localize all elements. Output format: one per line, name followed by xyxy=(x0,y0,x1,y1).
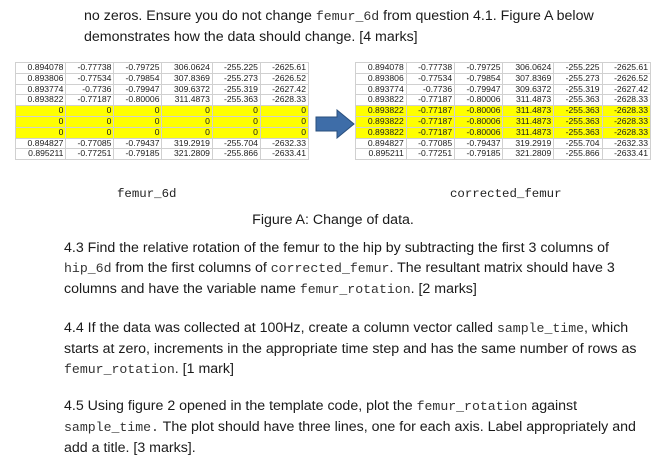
table-cell: -0.77187 xyxy=(406,106,454,117)
table-cell: -0.80006 xyxy=(455,95,503,106)
table-cell: -0.79185 xyxy=(455,149,503,160)
table-row xyxy=(356,63,651,74)
table-cell: 0.894078 xyxy=(16,63,66,74)
table-cell: -2628.33 xyxy=(602,116,650,127)
table-cell: -255.225 xyxy=(554,63,602,74)
table-cell: 319.2919 xyxy=(503,138,554,149)
table-cell: -255.225 xyxy=(212,63,260,74)
table-cell: 0.894827 xyxy=(16,138,66,149)
table-row xyxy=(16,63,309,74)
corrected-femur-label: corrected_femur xyxy=(450,187,562,201)
table-cell: 0.893822 xyxy=(356,106,407,117)
table-row xyxy=(356,106,651,117)
table-cell: -2627.42 xyxy=(602,84,650,95)
table-cell: 0 xyxy=(66,127,114,138)
table-cell: -0.80006 xyxy=(455,106,503,117)
table-cell: 0.893806 xyxy=(356,73,407,84)
table-row xyxy=(356,149,651,160)
corrected-femur-table xyxy=(355,62,651,160)
table-row xyxy=(16,127,309,138)
question-4-4: 4.4 If the data was collected at 100Hz, create a column vector called sample_time, which starts at zero, increments in the appropriate time step and has the same number of rows as femur_rotation. [1 mark] xyxy=(64,320,637,377)
table-cell: 0.893822 xyxy=(16,95,66,106)
table-cell: -2625.61 xyxy=(260,63,308,74)
table-cell: 0 xyxy=(16,106,66,117)
table-cell: 0.893822 xyxy=(356,95,407,106)
table-cell: -255.363 xyxy=(554,116,602,127)
table-cell: -2628.33 xyxy=(260,95,308,106)
table-row xyxy=(16,149,309,160)
table-cell: -0.77738 xyxy=(66,63,114,74)
table-cell: -255.319 xyxy=(212,84,260,95)
question-4-5: 4.5 Using figure 2 opened in the template code, plot the femur_rotation against sample_time. The plot should have three lines, one for each axis. Label appropriately and add a title. [3 marks]. xyxy=(64,398,636,456)
table-row xyxy=(356,138,651,149)
table-cell: 0 xyxy=(162,116,212,127)
femur-6d-label: femur_6d xyxy=(117,187,177,201)
table-cell: 0 xyxy=(212,127,260,138)
table-cell: -0.79725 xyxy=(455,63,503,74)
table-cell: -0.80006 xyxy=(455,116,503,127)
table-cell: -0.77187 xyxy=(66,95,114,106)
table-cell: -2627.42 xyxy=(260,84,308,95)
table-cell: 0.894827 xyxy=(356,138,407,149)
table-cell: 319.2919 xyxy=(162,138,212,149)
table-cell: 0 xyxy=(114,116,162,127)
table-cell: 307.8369 xyxy=(503,73,554,84)
table-row xyxy=(356,95,651,106)
table-cell: -0.77534 xyxy=(66,73,114,84)
table-cell: -255.866 xyxy=(554,149,602,160)
table-row xyxy=(356,73,651,84)
table-row xyxy=(356,84,651,95)
table-cell: 0.895211 xyxy=(16,149,66,160)
table-cell: -255.363 xyxy=(212,95,260,106)
table-cell: -2632.33 xyxy=(260,138,308,149)
table-cell: -0.7736 xyxy=(406,84,454,95)
table-cell: -0.77085 xyxy=(66,138,114,149)
table-cell: 0 xyxy=(114,127,162,138)
table-cell: -255.704 xyxy=(212,138,260,149)
table-cell: 0.893774 xyxy=(16,84,66,95)
table-cell: -0.77251 xyxy=(406,149,454,160)
table-cell: -0.77534 xyxy=(406,73,454,84)
table-cell: 306.0624 xyxy=(162,63,212,74)
table-cell: 0.893822 xyxy=(356,116,407,127)
table-cell: 0.893774 xyxy=(356,84,407,95)
table-cell: 321.2809 xyxy=(162,149,212,160)
table-cell: 0 xyxy=(212,106,260,117)
table-cell: -2633.41 xyxy=(260,149,308,160)
table-cell: -0.77738 xyxy=(406,63,454,74)
intro-paragraph: no zeros. Ensure you do not change femur_6d from question 4.1. Figure A below demonstrates how the data should change. [4 marks] xyxy=(84,8,594,45)
table-cell: -2628.33 xyxy=(602,106,650,117)
table-cell: -0.7736 xyxy=(66,84,114,95)
table-cell: 0.893822 xyxy=(356,127,407,138)
figure-caption: Figure A: Change of data. xyxy=(252,212,414,228)
table-cell: 311.4873 xyxy=(503,116,554,127)
table-row xyxy=(16,138,309,149)
question-4-3: 4.3 Find the relative rotation of the femur to the hip by subtracting the first 3 columns of hip_6d from the first columns of corrected_femur. The resultant matrix should have 3 columns and have the variable name femur_rotation. [2 marks] xyxy=(64,240,615,297)
table-cell: -0.77187 xyxy=(406,127,454,138)
table-cell: -2632.33 xyxy=(602,138,650,149)
table-row xyxy=(356,116,651,127)
table-cell: -2628.33 xyxy=(602,95,650,106)
table-cell: 0 xyxy=(260,127,308,138)
table-row xyxy=(16,73,309,84)
table-cell: 309.6372 xyxy=(162,84,212,95)
table-cell: -0.77187 xyxy=(406,116,454,127)
table-cell: 311.4873 xyxy=(503,127,554,138)
table-cell: -255.273 xyxy=(554,73,602,84)
table-cell: -2626.52 xyxy=(602,73,650,84)
table-row xyxy=(356,127,651,138)
table-cell: 0 xyxy=(66,116,114,127)
table-cell: 0.895211 xyxy=(356,149,407,160)
table-cell: 311.4873 xyxy=(162,95,212,106)
table-cell: -2625.61 xyxy=(602,63,650,74)
femur-6d-table xyxy=(15,62,309,160)
table-cell: 0 xyxy=(16,127,66,138)
table-cell: -0.79437 xyxy=(455,138,503,149)
table-cell: -0.77251 xyxy=(66,149,114,160)
table-cell: -0.79854 xyxy=(114,73,162,84)
table-cell: 0 xyxy=(162,127,212,138)
table-cell: 309.6372 xyxy=(503,84,554,95)
table-row xyxy=(16,95,309,106)
table-row xyxy=(16,116,309,127)
table-cell: 0 xyxy=(260,116,308,127)
code-femur-6d: femur_6d xyxy=(315,9,380,24)
table-cell: 0 xyxy=(162,106,212,117)
table-cell: -0.79947 xyxy=(114,84,162,95)
table-cell: 0.894078 xyxy=(356,63,407,74)
right-arrow-icon xyxy=(315,109,355,139)
table-cell: 0 xyxy=(114,106,162,117)
table-cell: -0.79437 xyxy=(114,138,162,149)
table-cell: -0.79947 xyxy=(455,84,503,95)
table-cell: 0 xyxy=(16,116,66,127)
table-cell: 0 xyxy=(212,116,260,127)
table-cell: 0 xyxy=(260,106,308,117)
table-cell: 311.4873 xyxy=(503,106,554,117)
table-cell: -255.363 xyxy=(554,106,602,117)
table-cell: -0.79725 xyxy=(114,63,162,74)
table-cell: 307.8369 xyxy=(162,73,212,84)
table-cell: -2628.33 xyxy=(602,127,650,138)
table-row xyxy=(16,84,309,95)
table-cell: 0 xyxy=(66,106,114,117)
table-cell: -255.704 xyxy=(554,138,602,149)
table-cell: -0.77085 xyxy=(406,138,454,149)
table-cell: -0.79185 xyxy=(114,149,162,160)
table-cell: 0.893806 xyxy=(16,73,66,84)
table-cell: -2626.52 xyxy=(260,73,308,84)
table-cell: -0.79854 xyxy=(455,73,503,84)
table-cell: 306.0624 xyxy=(503,63,554,74)
table-cell: -255.363 xyxy=(554,95,602,106)
table-cell: -0.80006 xyxy=(455,127,503,138)
table-cell: -255.319 xyxy=(554,84,602,95)
table-cell: -0.80006 xyxy=(114,95,162,106)
table-cell: -255.866 xyxy=(212,149,260,160)
table-cell: -255.363 xyxy=(554,127,602,138)
table-cell: 321.2809 xyxy=(503,149,554,160)
table-cell: 311.4873 xyxy=(503,95,554,106)
table-row xyxy=(16,106,309,117)
table-cell: -0.77187 xyxy=(406,95,454,106)
table-cell: -2633.41 xyxy=(602,149,650,160)
table-cell: -255.273 xyxy=(212,73,260,84)
